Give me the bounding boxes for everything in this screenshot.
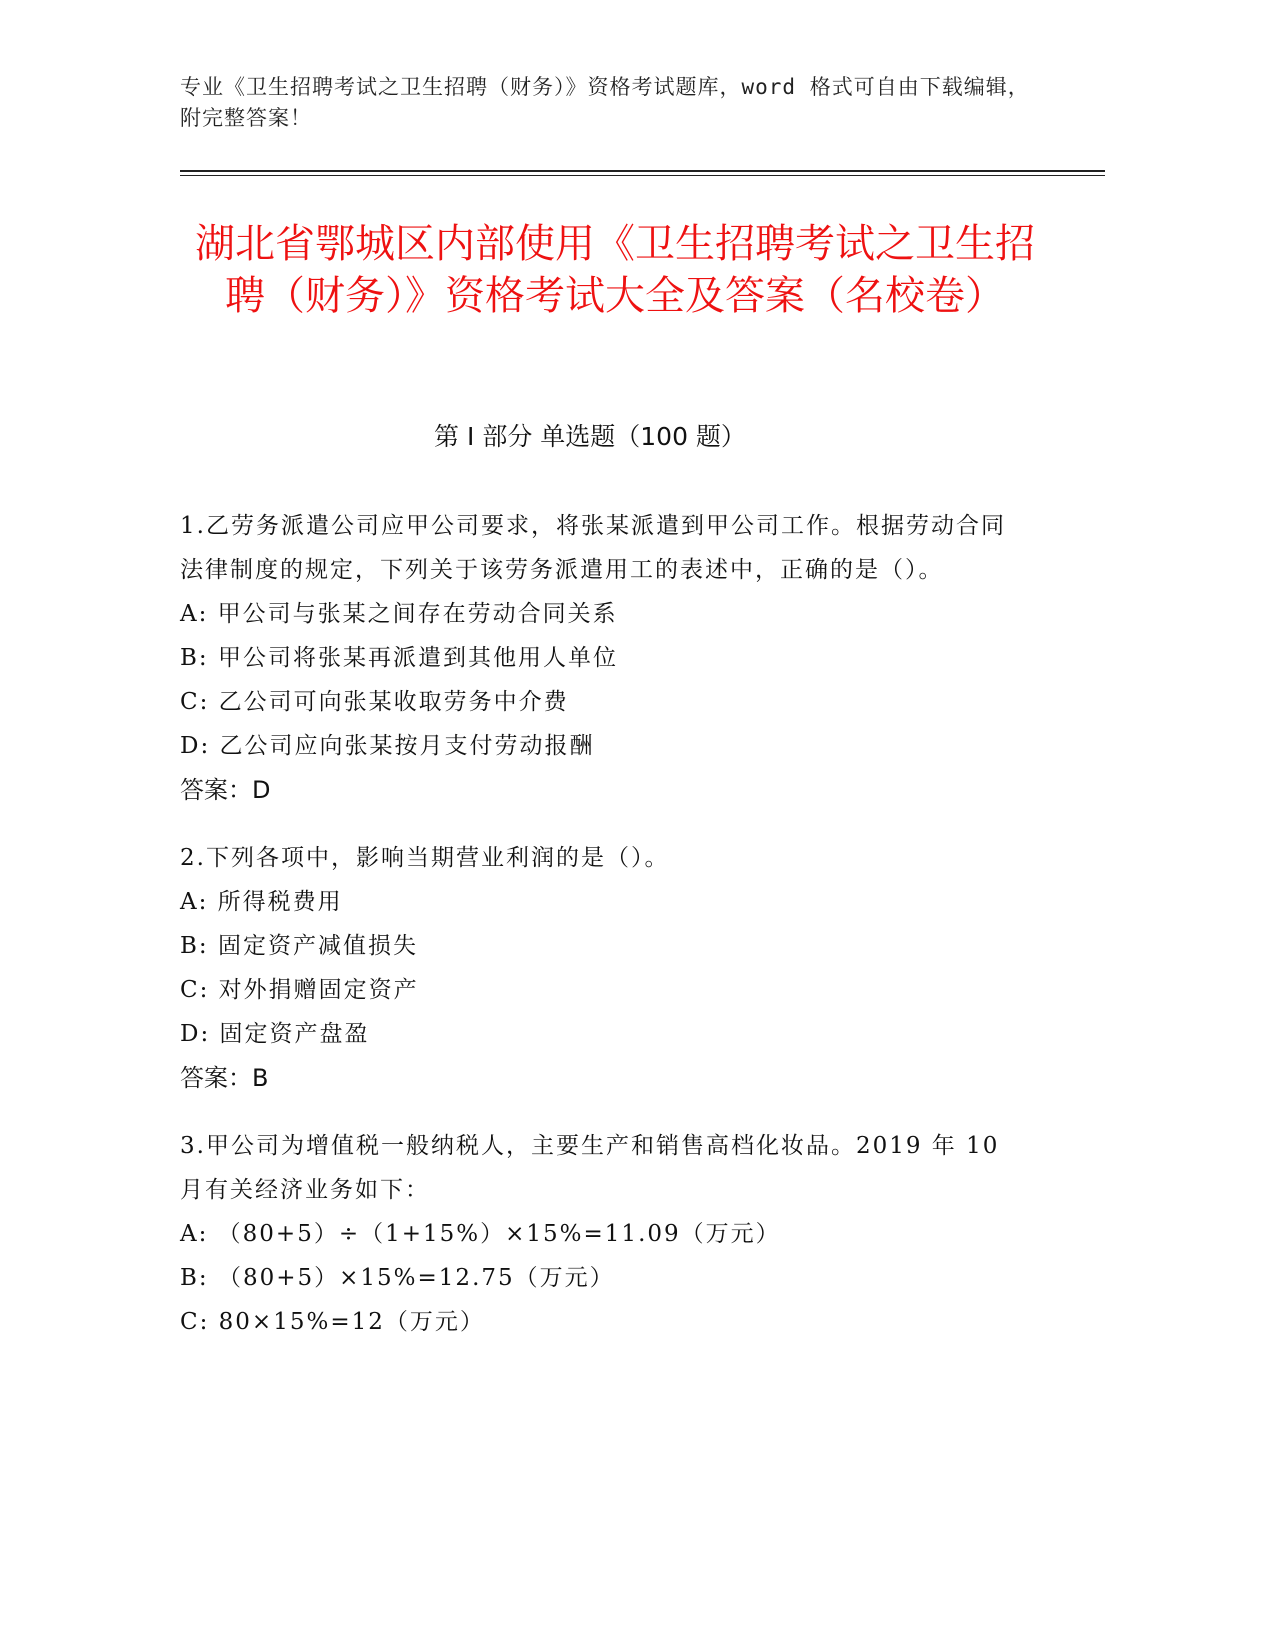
option-d: D: 固定资产盘盈 bbox=[180, 1021, 370, 1047]
section-heading: 第 I 部分 单选题（100 题） bbox=[434, 422, 746, 451]
option-a: A: 甲公司与张某之间存在劳动合同关系 bbox=[180, 601, 618, 627]
header-divider-thin bbox=[180, 175, 1105, 176]
question-2 bbox=[180, 836, 1030, 1100]
option-a: A: （80+5）÷（1+15%）×15%=11.09（万元） bbox=[180, 1221, 781, 1247]
option-b: B: （80+5）×15%=12.75（万元） bbox=[180, 1265, 615, 1291]
option-a: A: 所得税费用 bbox=[180, 889, 343, 915]
answer: 答案：D bbox=[180, 776, 271, 804]
question-stem: 1.乙劳务派遣公司应甲公司要求，将张某派遣到甲公司工作。根据劳动合同法律制度的规定，下列关于该劳务派遣用工的表述中，正确的是（）。 bbox=[180, 513, 1006, 583]
question-stem: 2.下列各项中，影响当期营业利润的是（）。 bbox=[180, 845, 670, 871]
answer: 答案：B bbox=[180, 1064, 269, 1092]
question-list bbox=[180, 504, 1030, 1368]
option-b: B: 甲公司将张某再派遣到其他用人单位 bbox=[180, 645, 618, 671]
option-b: B: 固定资产减值损失 bbox=[180, 933, 418, 959]
option-c: C: 80×15%=12（万元） bbox=[180, 1309, 485, 1335]
header-divider-thick bbox=[180, 170, 1105, 172]
question-3 bbox=[180, 1124, 1030, 1344]
document-title: 湖北省鄂城区内部使用《卫生招聘考试之卫生招聘（财务）》资格考试大全及答案（名校卷） bbox=[195, 221, 1035, 319]
option-c: C: 乙公司可向张某收取劳务中介费 bbox=[180, 689, 569, 715]
option-c: C: 对外捐赠固定资产 bbox=[180, 977, 419, 1003]
header-note: 专业《卫生招聘考试之卫生招聘（财务）》资格考试题库，word 格式可自由下载编辑，附完整答案！ bbox=[180, 75, 1030, 130]
question-stem: 3.甲公司为增值税一般纳税人，主要生产和销售高档化妆品。2019 年 10 月有关经济业务如下： bbox=[180, 1133, 1000, 1203]
question-1 bbox=[180, 504, 1030, 812]
option-d: D: 乙公司应向张某按月支付劳动报酬 bbox=[180, 733, 595, 759]
